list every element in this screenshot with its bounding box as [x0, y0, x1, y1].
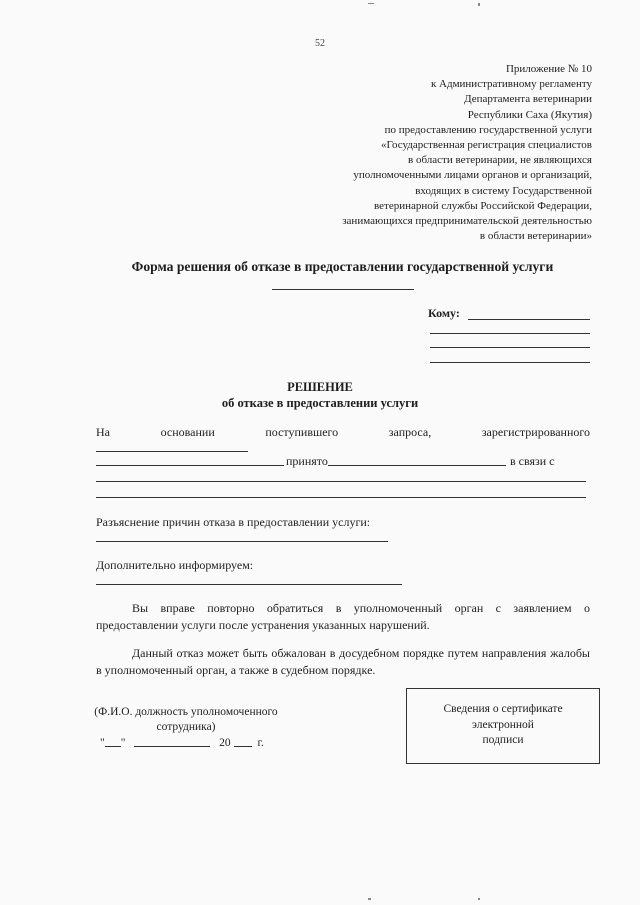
- certificate-line: подписи: [482, 734, 524, 746]
- scan-mark: [478, 3, 480, 6]
- appendix-line: ветеринарной службы Российской Федерации,: [374, 199, 592, 212]
- day-field[interactable]: [105, 746, 121, 747]
- request-date-field[interactable]: [96, 465, 284, 466]
- signatory-block: [76, 705, 296, 735]
- basis-word: зарегистрированного: [481, 425, 590, 439]
- signatory-line: сотрудника): [156, 721, 216, 733]
- recipient-field[interactable]: [468, 319, 590, 320]
- decision-heading: [0, 379, 640, 411]
- year-suffix: г.: [257, 737, 264, 749]
- paragraph-reapply: Вы вправе повторно обратиться в уполномоченный орган с заявлением о предоставлении услуги после устранения указанных нарушений.: [96, 601, 590, 632]
- appendix-line: уполномоченными лицами органов и организаций,: [353, 169, 592, 182]
- appendix-line: Приложение № 10: [505, 63, 592, 75]
- decision-subtitle: об отказе в предоставлении услуги: [221, 396, 419, 410]
- request-number-field[interactable]: [96, 451, 248, 452]
- decision-title: РЕШЕНИЕ: [287, 380, 353, 394]
- paragraph-appeal: Данный отказ может быть обжалован в досудебном порядке путем направления жалобы в уполномоченный орган, а также в судебном порядке.: [96, 646, 590, 677]
- appendix-line: Республики Саха (Якутия): [467, 108, 592, 121]
- certificate-line: Сведения о сертификате: [443, 703, 563, 715]
- year-prefix: 20: [219, 737, 231, 749]
- appendix-line: в области ветеринарии, не являющихся: [408, 154, 592, 167]
- appendix-line: входящих в систему Государственной: [415, 184, 592, 197]
- basis-word: основании: [160, 425, 215, 439]
- prinyato-label: принято: [286, 454, 328, 468]
- scan-mark: [478, 898, 480, 900]
- explanation-field[interactable]: [96, 541, 388, 542]
- appendix-header: [262, 62, 592, 244]
- certificate-line: электронной: [472, 718, 534, 731]
- appendix-line: Департамента ветеринарии: [464, 93, 592, 106]
- additional-label: Дополнительно информируем:: [96, 558, 254, 572]
- recipient-field[interactable]: [430, 333, 590, 334]
- scan-mark: [368, 3, 374, 4]
- recipient-field[interactable]: [430, 362, 590, 363]
- date-quote-close: ": [120, 737, 126, 749]
- certificate-box: [406, 688, 600, 764]
- month-field[interactable]: [134, 746, 210, 747]
- page-number: 52: [315, 38, 325, 49]
- additional-field[interactable]: [96, 584, 402, 585]
- form-title: Форма решения об отказе в предоставлении государственной услуги: [131, 259, 554, 274]
- appendix-line: к Административному регламенту: [430, 78, 592, 91]
- appendix-line: в области ветеринарии»: [479, 230, 592, 243]
- reason-field[interactable]: [96, 497, 586, 498]
- year-field[interactable]: [234, 746, 252, 747]
- scan-mark: [368, 898, 371, 900]
- komu-label: Кому:: [428, 306, 460, 320]
- basis-word: поступившего: [265, 425, 339, 439]
- reason-label: в связи с: [510, 454, 555, 468]
- appendix-line: «Государственная регистрация специалистов: [381, 139, 592, 152]
- appendix-line: по предоставлению государственной услуги: [384, 123, 592, 136]
- basis-word: На: [96, 425, 110, 439]
- explanation-label: Разъяснение причин отказа в предоставлении услуги:: [96, 515, 371, 529]
- date-line: [100, 737, 264, 749]
- decision-field[interactable]: [328, 465, 506, 466]
- reason-field[interactable]: [96, 481, 586, 482]
- title-underline: [272, 289, 414, 290]
- appendix-line: занимающихся предпринимательской деятельностью: [342, 215, 592, 228]
- date-quote-open: ": [100, 737, 105, 749]
- recipient-field[interactable]: [430, 347, 590, 348]
- basis-word: запроса,: [388, 425, 432, 439]
- basis-line: [96, 425, 590, 440]
- signatory-line: (Ф.И.О. должность уполномоченного: [94, 706, 278, 718]
